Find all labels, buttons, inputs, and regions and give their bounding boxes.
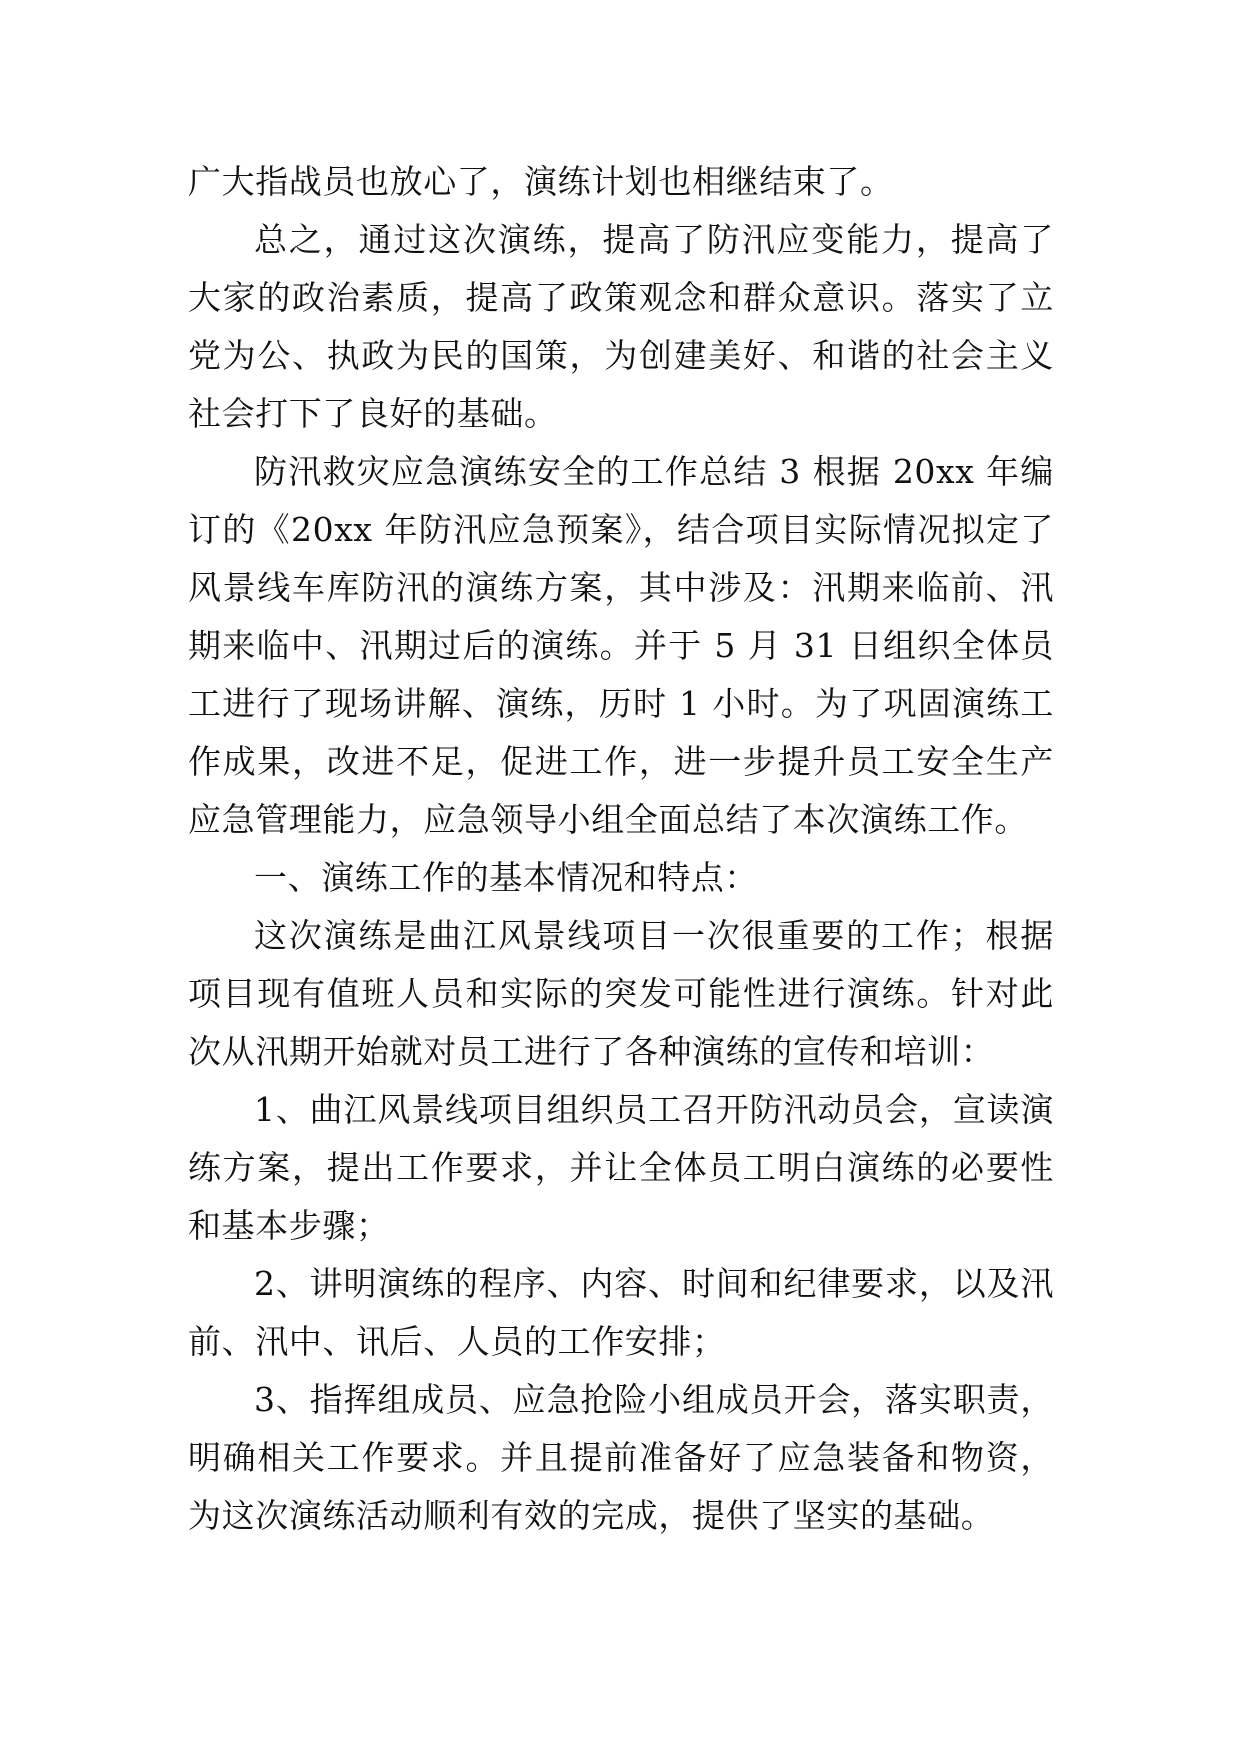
- document-body: [188, 153, 1054, 1545]
- paragraph-summary-3-intro: 防汛救灾应急演练安全的工作总结 3 根据 20xx 年编订的《20xx 年防汛应急预案》，结合项目实际情况拟定了风景线车库防汛的演练方案，其中涉及：汛期来临前、汛期来临中、汛期过后的演练。并于 5 月 31 日组织全体员工进行了现场讲解、演练，历时 1 小时。为了巩固演练工作成果，改进不足，促进工作，进一步提升员工安全生产应急管理能力，应急领导小组全面总结了本次演练工作。: [188, 452, 1054, 839]
- list-item-2: 2、讲明演练的程序、内容、时间和纪律要求，以及汛前、汛中、讯后、人员的工作安排；: [188, 1264, 1054, 1361]
- paragraph-continuation: 广大指战员也放心了，演练计划也相继结束了。: [188, 162, 894, 201]
- list-item-3: 3、指挥组成员、应急抢险小组成员开会，落实职责，明确相关工作要求。并且提前准备好了应急装备和物资，为这次演练活动顺利有效的完成，提供了坚实的基础。: [188, 1380, 1054, 1535]
- paragraph-summary: 总之，通过这次演练，提高了防汛应变能力，提高了大家的政治素质，提高了政策观念和群众意识。落实了立党为公、执政为民的国策，为创建美好、和谐的社会主义社会打下了良好的基础。: [188, 220, 1054, 433]
- list-item-1: 1、曲江风景线项目组织员工召开防汛动员会，宣读演练方案，提出工作要求，并让全体员工明白演练的必要性和基本步骤；: [188, 1090, 1054, 1245]
- paragraph-drill-overview: 这次演练是曲江风景线项目一次很重要的工作；根据项目现有值班人员和实际的突发可能性进行演练。针对此次从汛期开始就对员工进行了各种演练的宣传和培训：: [188, 916, 1054, 1071]
- section-heading-basic-situation: 一、演练工作的基本情况和特点：: [254, 858, 758, 897]
